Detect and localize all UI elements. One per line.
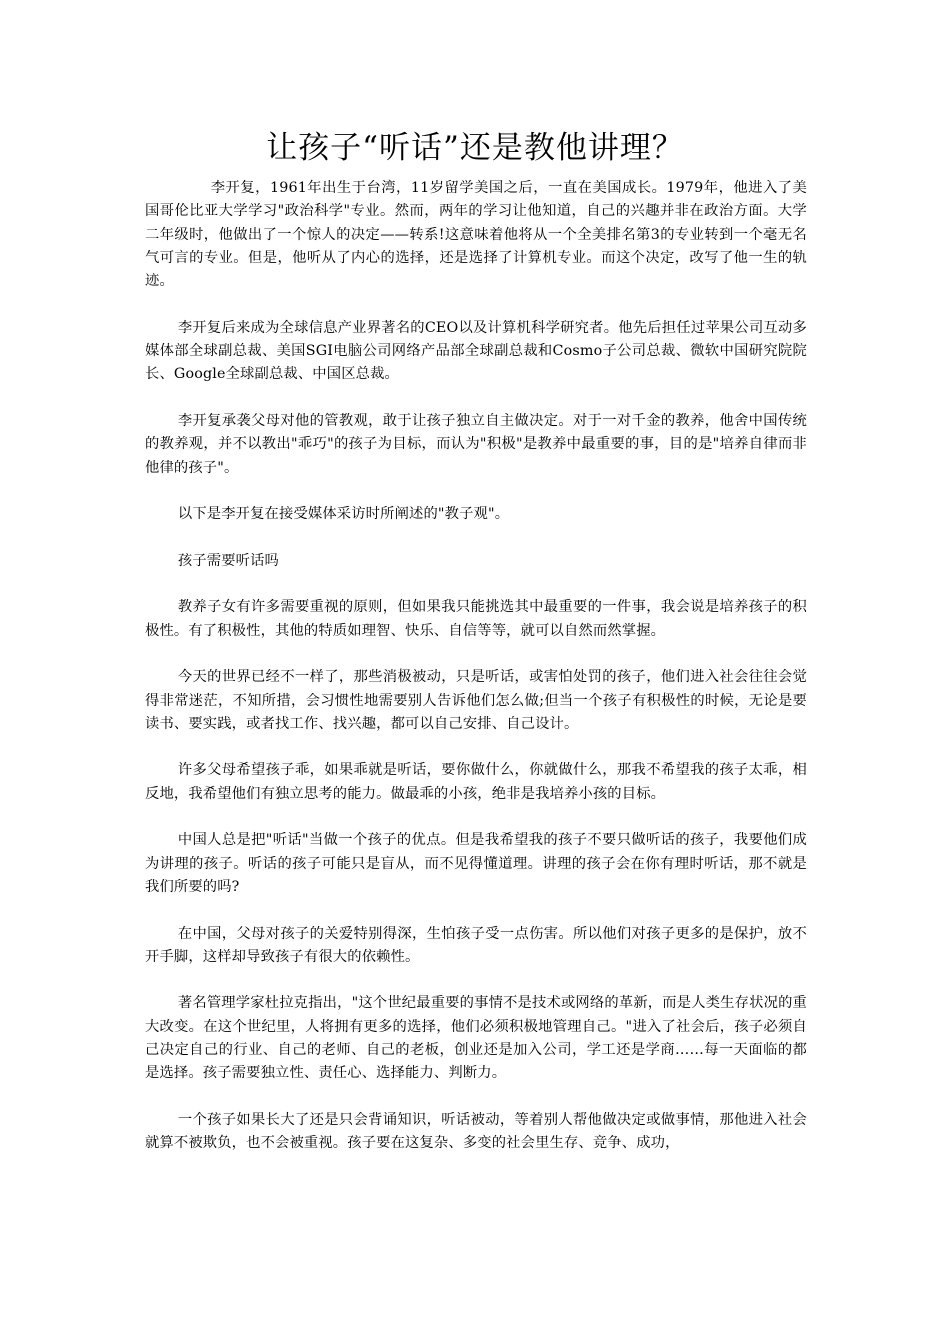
paragraph-gap: [145, 1086, 807, 1109]
paragraph-society: 一个孩子如果长大了还是只会背诵知识，听话被动，等着别人帮他做决定或做事情，那他进入社会就算不被欺负，也不会被重视。孩子要在这复杂、多变的社会里生存、竞争、成功，: [145, 1111, 807, 1152]
paragraph-career: 李开复后来成为全球信息产业界著名的CEO以及计算机科学研究者。他先后担任过苹果公司互动多媒体部全球副总裁、美国SGI电脑公司网络产品部全球副总裁和Cosmo子公司总裁、微软中国研究院院长、Google全球副总裁、中国区总裁。: [145, 319, 807, 383]
paragraph-gap: [145, 969, 807, 992]
paragraph-intro: 李开复，1961年出生于台湾，11岁留学美国之后，一直在美国成长。1979年，他进入了美国哥伦比亚大学学习"政治科学"专业。然而，两年的学习让他知道，自己的兴趣并非在政治方面。大学二年级时，他做出了一个惊人的决定——转系!这意味着他将从一个全美排名第3的专业转到一个毫无名气可言的专业。但是，他听从了内心的选择，还是选择了计算机专业。而这个决定，改写了他一生的轨迹。: [145, 180, 807, 290]
paragraph-gap: [145, 736, 807, 759]
paragraph-gap: [145, 387, 807, 410]
paragraph-world-changed: 今天的世界已经不一样了，那些消极被动，只是听话，或害怕处罚的孩子，他们进入社会往往会觉得非常迷茫，不知所措，会习惯性地需要别人告诉他们怎么做;但当一个孩子有积极性的时候，无论是要读书、要实践，或者找工作、找兴趣，都可以自己安排、自己设计。: [145, 669, 807, 732]
paragraph-drucker: 著名管理学家杜拉克指出，"这个世纪最重要的事情不是技术或网络的革新，而是人类生存状况的重大改变。在这个世纪里，人将拥有更多的选择，他们必须积极地管理自己。"进入了社会后，孩子必须自己决定自己的行业、自己的老师、自己的老板，创业还是加入公司，学工还是学商……每一天面临的都是选择。孩子需要独立性、责任心、选择能力、判断力。: [145, 995, 807, 1082]
document-title: 让孩子“听话”还是教他讲理？: [266, 130, 684, 166]
paragraph-protection: 在中国，父母对孩子的关爱特别得深，生怕孩子受一点伤害。所以他们对孩子更多的是保护，放不开手脚，这样却导致孩子有很大的依赖性。: [145, 925, 807, 965]
document-body: [145, 177, 807, 1155]
paragraph-gap: [145, 573, 807, 596]
paragraph-gap: [145, 526, 807, 549]
paragraph-initiative: 教养子女有许多需要重视的原则，但如果我只能挑选其中最重要的一件事，我会说是培养孩子的积极性。有了积极性，其他的特质如理智、快乐、自信等等，就可以自然而然掌握。: [145, 599, 807, 639]
paragraph-interview-intro: 以下是李开复在接受媒体采访时所阐述的"教子观"。: [177, 506, 510, 523]
paragraph-gap: [145, 643, 807, 666]
paragraph-reasoning: 中国人总是把"听话"当做一个孩子的优点。但是我希望我的孩子不要只做听话的孩子，我要他们成为讲理的孩子。听话的孩子可能只是盲从，而不见得懂道理。讲理的孩子会在你有理时听话，那不就是我们所要的吗?: [145, 832, 807, 895]
paragraph-gap: [145, 899, 807, 922]
paragraph-parenting-view: 李开复承袭父母对他的管教观，敢于让孩子独立自主做决定。对于一对千金的教养，他舍中国传统的教养观，并不以教出"乖巧"的孩子为目标，而认为"积极"是教养中最重要的事，目的是"培养自律而非他律的孩子"。: [145, 412, 807, 476]
paragraph-obedience: 许多父母希望孩子乖，如果乖就是听话，要你做什么，你就做什么，那我不希望我的孩子太乖，相反地，我希望他们有独立思考的能力。做最乖的小孩，绝非是我培养小孩的目标。: [145, 762, 807, 802]
paragraph-gap: [145, 806, 807, 829]
paragraph-gap: [145, 293, 807, 316]
section-heading: 孩子需要听话吗: [177, 552, 280, 569]
paragraph-gap: [145, 480, 807, 503]
